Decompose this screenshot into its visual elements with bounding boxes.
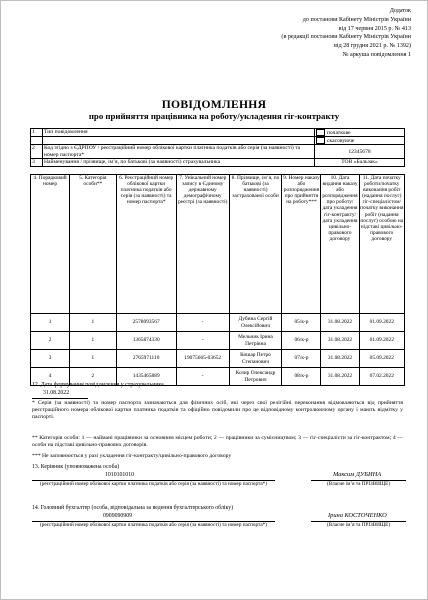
cell-order-number: 08/к-р	[282, 368, 321, 386]
cell-order-number: 06/к-р	[282, 332, 321, 350]
form-date-value: 31.08.2022	[43, 390, 70, 396]
manager-name-caption: (Власне ім’я та ПРІЗВИЩЕ)	[326, 481, 391, 487]
cell-full-name: Кошар Петро Степанович	[229, 350, 282, 368]
column-header: 11. Дата початку роботи/початку виконання робіт (надання послуг) гіг-спеціалістом/початку виконання робіт (надання послуг) особою на підставі цивільно-правового договору	[359, 175, 404, 314]
manager-title: 13. Керівник (уповноважена особа)	[32, 464, 120, 470]
info-value[interactable]	[315, 137, 405, 145]
accountant-name-caption: (Власне ім’я та ПРІЗВИЩЕ)	[326, 522, 391, 528]
checkbox-label: скасовуюче	[327, 137, 355, 144]
cell-registry-id: -	[176, 368, 229, 386]
info-value[interactable]	[315, 129, 405, 137]
cell-number: 3	[31, 350, 70, 368]
header-line: № аркуша повідомлення 1	[342, 51, 411, 58]
header-line: від 17 червня 2015 р. № 413	[338, 25, 411, 32]
cell-tax-id: 2765971110	[116, 350, 176, 368]
cell-order-number: 07/к-р	[282, 350, 321, 368]
info-label: Тип повідомлення	[43, 129, 315, 137]
accountant-signature: Ірина КОСТОЧЕНКО	[328, 512, 387, 519]
column-header: 6. Реєстраційний номер облікової картки платника податків або серія (за наявності) та номер паспорта*	[116, 175, 176, 314]
table-row	[31, 350, 405, 368]
info-num: 1	[31, 129, 43, 137]
column-header: 5. Категорія особи**	[70, 175, 116, 314]
column-header: 4. Порядковий номер	[31, 175, 70, 314]
header-line: до постанови Кабінету Міністрів України	[302, 16, 411, 23]
info-label: Код згідно з ЄДРПОУ / реєстраційний номер облікової картки платника податків або серія (за наявності) та номер паспорта*	[43, 145, 315, 159]
form-date-underline	[32, 398, 88, 399]
form-date-label: 12. Дата формування повідомлення у страхувальника	[32, 382, 164, 388]
cell-category: 1	[70, 314, 116, 332]
cell-tax-id: 1435465889	[116, 368, 176, 386]
manager-signature: Максим ДУБИНА	[333, 471, 382, 478]
cell-tax-id: 2578093567	[116, 314, 176, 332]
cell-full-name: Дубина Сергій Олексійович	[229, 314, 282, 332]
info-value: ТОВ «Бальзак»	[315, 159, 405, 166]
info-num: 2	[31, 145, 43, 159]
cell-start-date: 01.09.2022	[359, 332, 404, 350]
column-header: 8. Прізвище, ім’я, по батькові (за наявності) застрахованої особи	[229, 175, 282, 314]
table-header-row	[31, 175, 405, 314]
header-line: від 28 грудня 2021 р. № 1392)	[334, 43, 411, 50]
cell-full-name: Козир Олександр Петрович	[229, 368, 282, 386]
header-line: (в редакції постанови Кабінету Міністрів України	[281, 34, 411, 41]
info-num: 3	[31, 159, 43, 166]
cell-order-date: 31.08.2022	[321, 350, 359, 368]
accountant-tax-id: 0909090909	[103, 513, 132, 519]
cell-category: 1	[70, 332, 116, 350]
cell-registry-id: 19075665-03652	[176, 350, 229, 368]
cell-order-date: 31.08.2022	[321, 314, 359, 332]
header-line: Додаток	[389, 8, 411, 14]
info-row	[31, 159, 405, 166]
checkbox[interactable]	[316, 129, 325, 136]
info-label	[43, 137, 315, 145]
cell-category: 2	[70, 368, 116, 386]
employees-table	[30, 174, 405, 386]
cell-registry-id: -	[176, 332, 229, 350]
column-header: 9. Номер наказу або розпорядження про прийняття на роботу***	[282, 175, 321, 314]
cell-full-name: Мельник Ірина Петрівна	[229, 332, 282, 350]
info-label: Найменування / прізвище, ім’я, по батькові (за наявності) страхувальника	[43, 159, 315, 166]
column-header: 10. Дата видання наказу або розпорядження про роботу/дата укладення гіг-контракту/дата укладення цивільно-правового договору	[321, 175, 359, 314]
cell-order-number: 05/к-р	[282, 314, 321, 332]
cell-registry-id: -	[176, 314, 229, 332]
info-row	[31, 129, 405, 137]
accountant-id-caption: (реєстраційний номер облікової картки платника податків або серія (за наявності) та номер паспорта*)	[40, 522, 267, 528]
info-num	[31, 137, 43, 145]
cell-order-date: 31.08.2022	[321, 332, 359, 350]
cell-number: 1	[31, 314, 70, 332]
decree-header	[1, 7, 411, 60]
cell-start-date: 01.09.2022	[359, 314, 404, 332]
footnote-gig: *** Не заповнюється у разі укладення гіг-контракту/цивільно-правового договору	[32, 453, 232, 459]
column-header: 7. Унікальний номер запису в Єдиному державному демографічному реєстрі (за наявності)	[176, 175, 229, 314]
info-table	[30, 128, 405, 167]
cell-category: 1	[70, 350, 116, 368]
footnote-categories: ** Категорія особи: 1 — наймані працівники за основним місцем роботи; 2 — працівники за сумісництвом; 3 — гіг-спеціалісти за гіг-контрактом; 4 — особи на підставі цивільно-правових договорів.	[32, 435, 403, 448]
document-subtitle: про прийняття працівника на роботу/укладення гіг-контракту	[88, 111, 340, 121]
manager-id-caption: (реєстраційний номер облікової картки платника податків або серія (за наявності) та номер паспорта*)	[40, 481, 267, 487]
info-row	[31, 145, 405, 159]
checkbox-label: початкове	[327, 129, 351, 136]
footnote-passport: * Серія (за наявності) та номер паспорта зазначаються для фізичних осіб, які через свої релігійні переконання відмовляються від прийняття реєстраційного номера облікової картки платника податків та офіційно повідомили про це відповідному контролюючому органу і мають відмітку у паспорті.	[32, 400, 403, 420]
cell-number: 4	[31, 368, 70, 386]
checkbox[interactable]	[316, 137, 325, 144]
document-title: ПОВІДОМЛЕННЯ	[161, 98, 267, 111]
manager-tax-id: 1010101010	[105, 472, 134, 478]
cell-number: 2	[31, 332, 70, 350]
accountant-title: 14. Головний бухгалтер (особа, відповідальна за ведення бухгалтерського обліку)	[32, 505, 234, 511]
info-row	[31, 137, 405, 145]
info-value: 12345678	[315, 145, 405, 159]
cell-start-date: 07.02.2022	[359, 368, 404, 386]
table-row	[31, 332, 405, 350]
cell-order-date: 31.08.2022	[321, 368, 359, 386]
cell-tax-id: 1365874330	[116, 332, 176, 350]
cell-start-date: 05.09.2022	[359, 350, 404, 368]
table-row	[31, 314, 405, 332]
